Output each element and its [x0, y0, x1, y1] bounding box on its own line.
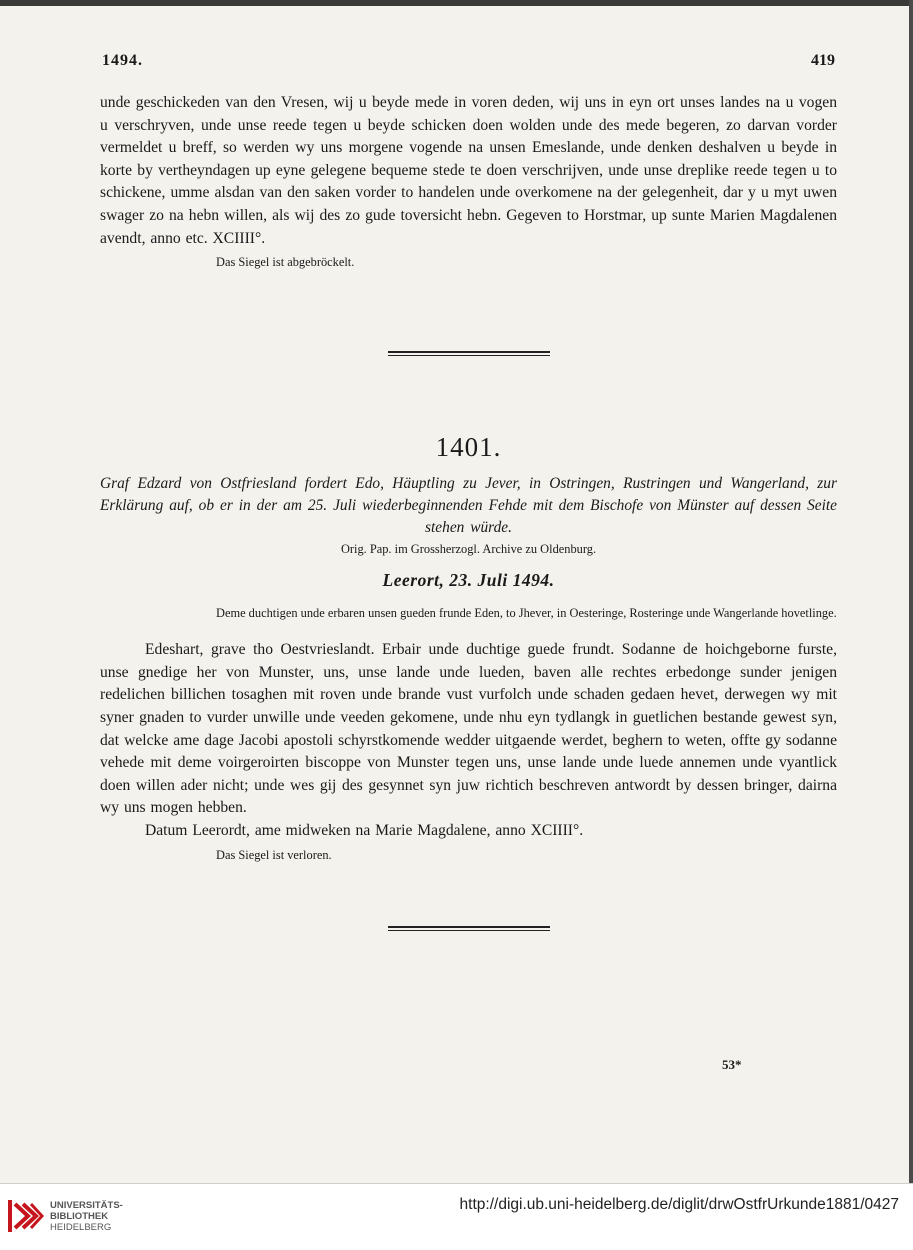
header-year: 1494. — [102, 52, 143, 69]
signature-mark: 53* — [722, 1057, 742, 1072]
document-source: Orig. Pap. im Grossherzogl. Archive zu Oldenburg. — [340, 542, 597, 557]
letter-address: Deme duchtigen unde erbaren unsen gueden frunde Eden, to Jhever, in Oesteringe, Rosteringe unde Wangerlande hovetlinge. — [216, 606, 837, 621]
permalink-url[interactable]: http://digi.ub.uni-heidelberg.de/diglit/drwOstfrUrkunde1881/0427 — [459, 1196, 899, 1213]
letter-body: Edeshart, grave tho Oestvrieslandt. Erbair unde duchtige guede frundt. Sodanne de hoichgeborne furste, unse gnedige her von Munster, uns, unse lande unde lueden, baven alle rechtes erbedonge sunder jenigen redelichen billichen tosaghen mit roven unde brande vust vurfolch unde schaden gedaen hevet, derwegen wy mit syner gnaden to vurder unwille unde veeden gekomene, unde nhu eyn tydlangk in guetlichen bestande gewest syn, dat welcke ame dage Jacobi apostoli schyrstkomende wedder uitgaende werdet, beghern to weten, offte gy sodanne vehede mit deme voirgeroirten biscoppe von Munster tegen uns, unse lande unde luede annemen unde vyantlick doen willen ader nicht; unde wes gij des gesynnet syn juw richtich beschreven antwordt by dessen bringer, dairna wy uns mogen hebben. — [100, 641, 837, 817]
letter-text — [100, 639, 837, 842]
scan-edge-top — [0, 0, 913, 6]
library-name — [50, 1200, 123, 1233]
document-regest: Graf Edzard von Ostfriesland fordert Edo, Häuptling zu Jever, in Ostringen, Rustringen und Wangerland, zur Erklärung auf, ob er in der am 25. Juli wiederbeginnenden Fehde mit dem Bischofe von Münster auf dessen Seite stehen würde. — [100, 475, 837, 537]
seal-note-1: Das Siegel ist abgebröckelt. — [216, 255, 355, 270]
scan-edge-right — [909, 0, 913, 1183]
continuation-text: unde geschickeden van den Vresen, wij u beyde mede in voren deden, wij uns in eyn ort unses landes na u vogen u verschryven, unde unse reede tegen u beyde schicken doen wolden unde des mede begeren, zo darvan vorder vermeldet u breff, so werden wy uns morgene vogende na unsen Emeslande, unde denken deshalven u beyde in korte by vertheyndagen up eyne gelegene bequeme stede te doen verschrijven, unde unse dreplike reede tegen u to schickene, umme alsdan van den saken vorder to handelen unde overkomene na der gelegenheit, dar y u myt uwen swager zo na hebn willen, als wij des zo gude toversicht hebn. Gegeven to Horstmar, up sunte Marien Magdalenen avendt, anno etc. XCIIII°. — [100, 94, 837, 247]
letter-datum: Datum Leerordt, ame midweken na Marie Magdalene, anno XCIIII°. — [145, 821, 584, 839]
document-number: 1401. — [435, 432, 502, 463]
library-logo[interactable] — [6, 1196, 123, 1236]
running-head — [100, 42, 837, 70]
library-name-line2: BIBLIOTHEK — [50, 1210, 109, 1222]
university-seal-icon — [6, 1196, 44, 1236]
page-content — [100, 42, 837, 931]
library-name-line3: HEIDELBERG — [50, 1221, 112, 1233]
viewer-footer — [0, 1183, 913, 1250]
document-dateline: Leerort, 23. Juli 1494. — [382, 570, 555, 591]
section-divider-2 — [388, 926, 550, 931]
section-divider-1 — [388, 351, 550, 356]
library-name-line1: UNIVERSITÄTS- — [50, 1199, 123, 1211]
header-page-number: 419 — [811, 52, 835, 69]
seal-note-2: Das Siegel ist verloren. — [216, 847, 332, 862]
